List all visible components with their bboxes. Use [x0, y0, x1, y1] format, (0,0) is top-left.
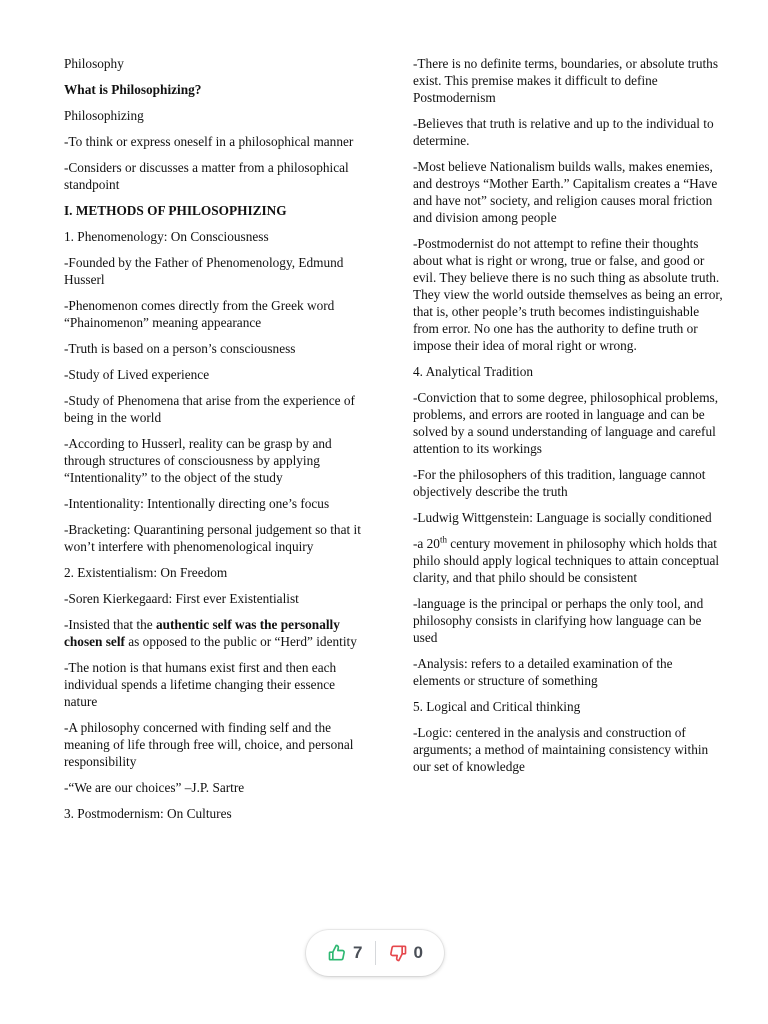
quote: -“We are our choices” –J.P. Sartre — [64, 780, 245, 795]
paragraph: -To think or express oneself in a philosophical manner — [64, 134, 354, 149]
paragraph: -Truth is based on a person’s consciousness — [64, 341, 296, 356]
thumbs-up-icon — [327, 943, 347, 963]
paragraph: Philosophizing — [64, 108, 144, 123]
section-heading: I. METHODS OF PHILOSOPHIZING — [64, 203, 287, 218]
document-left-column — [64, 55, 370, 831]
paragraph: -Logic: centered in the analysis and construction of arguments; a method of maintaining consistency within our set of knowledge — [413, 725, 709, 774]
subsection-heading: 2. Existentialism: On Freedom — [64, 565, 228, 580]
paragraph: -Phenomenon comes directly from the Greek word “Phainomenon” meaning appearance — [64, 298, 335, 330]
upvote-button[interactable] — [315, 938, 374, 968]
paragraph: -A philosophy concerned with finding self and the meaning of life through free will, choice, and personal responsibility — [64, 720, 354, 769]
paragraph: -Founded by the Father of Phenomenology, Edmund Husserl — [64, 255, 344, 287]
paragraph: -Believes that truth is relative and up to the individual to determine. — [413, 116, 714, 148]
paragraph: -Study of Lived experience — [64, 367, 210, 382]
paragraph: -There is no definite terms, boundaries, or absolute truths exist. This premise makes it difficult to define Postmodernism — [413, 56, 719, 105]
doc-title: Philosophy — [64, 56, 124, 71]
thumbs-down-icon — [388, 943, 408, 963]
paragraph: -According to Husserl, reality can be grasp by and through structures of consciousness by applying “Intentionality” to the object of the study — [64, 436, 332, 485]
subsection-heading: 3. Postmodernism: On Cultures — [64, 806, 232, 821]
paragraph: -Intentionality: Intentionally directing one’s focus — [64, 496, 330, 511]
paragraph: -Soren Kierkegaard: First ever Existentialist — [64, 591, 299, 606]
downvote-button[interactable] — [376, 938, 435, 968]
paragraph: -Bracketing: Quarantining personal judgement so that it won’t interfere with phenomenological inquiry — [64, 522, 361, 554]
paragraph: -Most believe Nationalism builds walls, makes enemies, and destroys “Mother Earth.” Capitalism creates a “Have and have not” society, and religion causes moral friction and division among people — [413, 159, 718, 225]
upvote-count: 7 — [353, 943, 363, 962]
downvote-count: 0 — [413, 943, 423, 962]
paragraph: -Ludwig Wittgenstein: Language is socially conditioned — [413, 510, 712, 525]
paragraph: -Conviction that to some degree, philosophical problems, problems, and errors are rooted in language and can be solved by a sound understanding of language and careful attention to its workings — [413, 390, 719, 456]
paragraph: -Analysis: refers to a detailed examination of the elements or structure of something — [413, 656, 673, 688]
paragraph: -Considers or discusses a matter from a philosophical standpoint — [64, 160, 349, 192]
paragraph: -Postmodernist do not attempt to refine their thoughts about what is right or wrong, true or false, and good or evil. They believe there is no such thing as absolute truth. They view the world outside themselves as being an error, that is, other people’s truth becomes indistinguishable from error. No one has the authority to define truth or impose their idea of moral right or wrong. — [413, 236, 723, 353]
paragraph: -language is the principal or perhaps the only tool, and philosophy consists in clarifying how language can be used — [413, 596, 704, 645]
section-heading: What is Philosophizing? — [64, 82, 202, 97]
paragraph: -Study of Phenomena that arise from the experience of being in the world — [64, 393, 355, 425]
subsection-heading: 4. Analytical Tradition — [413, 364, 534, 379]
subsection-heading: 5. Logical and Critical thinking — [413, 699, 581, 714]
vote-bar — [306, 930, 444, 976]
paragraph: -Insisted that the authentic self was the personally chosen self as opposed to the public or “Herd” identity — [64, 617, 357, 649]
paragraph: -a 20th century movement in philosophy which holds that philo should apply logical techniques to attain conceptual clarity, and that philo should be consistent — [413, 534, 720, 585]
paragraph: -The notion is that humans exist first and then each individual spends a lifetime changing their essence nature — [64, 660, 337, 709]
paragraph: -For the philosophers of this tradition, language cannot objectively describe the truth — [413, 467, 706, 499]
subsection-heading: 1. Phenomenology: On Consciousness — [64, 229, 269, 244]
document-right-column — [413, 55, 723, 784]
